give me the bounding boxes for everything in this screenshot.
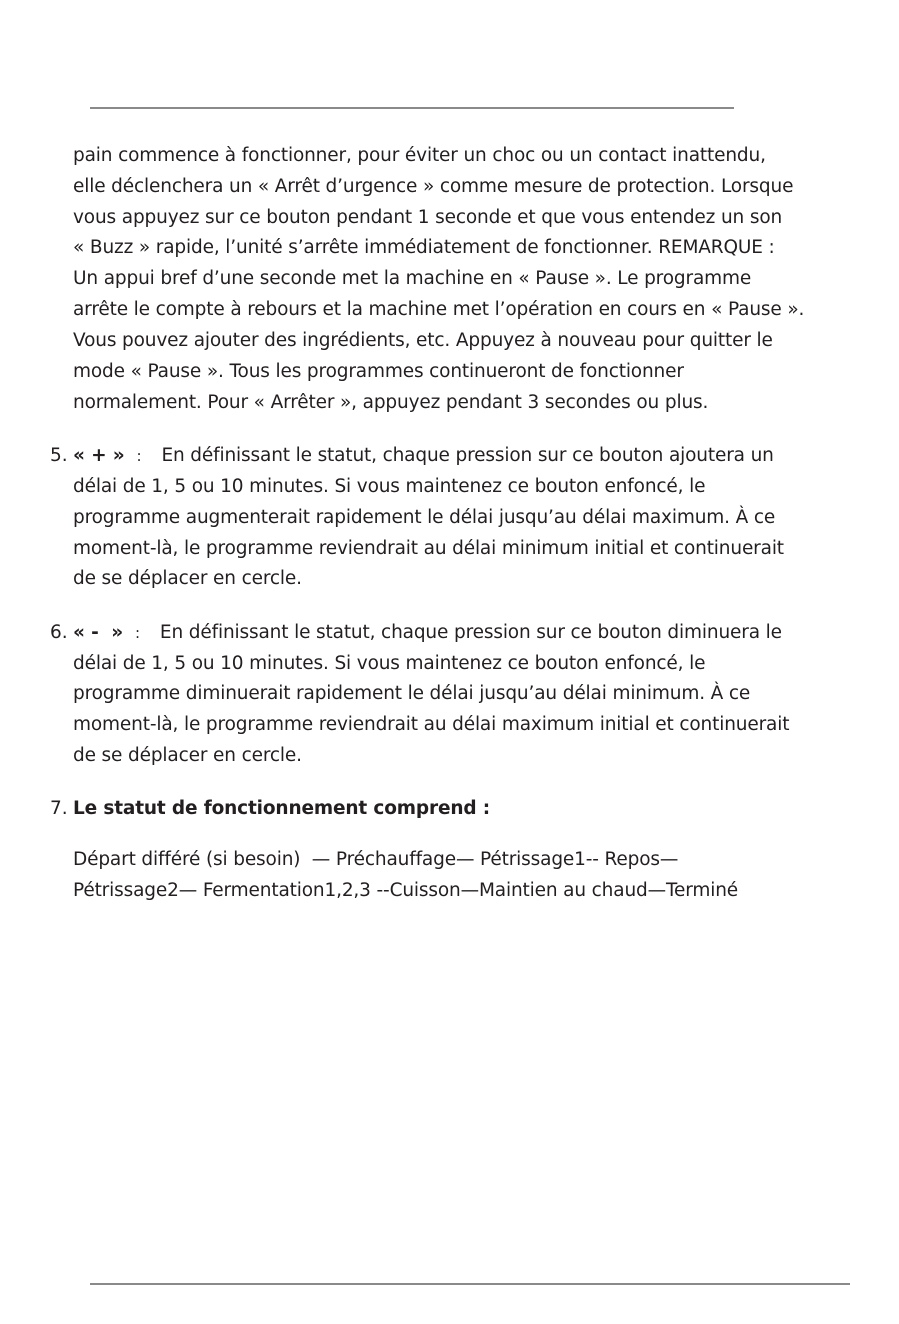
paragraph-line: Départ différé (si besoin) — Préchauffage— Pétrissage1-- Repos— [73,849,679,870]
paragraph-line: « Buzz » rapide, l’unité s’arrête immédiatement de fonctionner. REMARQUE : [73,237,775,258]
footer-divider [90,1283,850,1285]
header-divider [90,107,734,109]
minus-key-label: « - » [73,622,124,643]
paragraph-line: elle déclenchera un « Arrêt d’urgence » comme mesure de protection. Lorsque [73,176,794,197]
paragraph-line: moment-là, le programme reviendrait au délai minimum initial et continuerait [73,538,784,559]
key-colon: : [136,447,142,465]
paragraph-line: de se déplacer en cercle. [73,745,302,766]
paragraph-line: délai de 1, 5 ou 10 minutes. Si vous maintenez ce bouton enfoncé, le [73,476,706,497]
list-number: 5. [50,445,68,466]
paragraph-line: de se déplacer en cercle. [73,568,302,589]
paragraph-line: programme augmenterait rapidement le délai jusqu’au délai maximum. À ce [73,507,776,528]
list-number: 6. [50,622,68,643]
paragraph-line: programme diminuerait rapidement le délai jusqu’au délai minimum. À ce [73,683,751,704]
paragraph-line: délai de 1, 5 ou 10 minutes. Si vous maintenez ce bouton enfoncé, le [73,653,706,674]
paragraph-line: moment-là, le programme reviendrait au délai maximum initial et continuerait [73,714,790,735]
key-colon: : [135,624,140,642]
paragraph-line: normalement. Pour « Arrêter », appuyez pendant 3 secondes ou plus. [73,392,709,413]
paragraph-line: vous appuyez sur ce bouton pendant 1 seconde et que vous entendez un son [73,207,783,228]
paragraph-line: Pétrissage2— Fermentation1,2,3 --Cuisson—Maintien au chaud—Terminé [73,880,738,901]
paragraph-text: En définissant le statut, chaque pression sur ce bouton ajoutera un [161,445,774,466]
list-item-first-line [73,621,782,645]
list-item-first-line [73,444,774,468]
paragraph-line: mode « Pause ». Tous les programmes continueront de fonctionner [73,361,684,382]
paragraph-text: En définissant le statut, chaque pression sur ce bouton diminuera le [159,622,782,643]
paragraph-line: arrête le compte à rebours et la machine met l’opération en cours en « Pause ». [73,299,805,320]
list-number: 7. [50,798,68,819]
plus-key-label: « + » [73,445,125,466]
paragraph-line: Vous pouvez ajouter des ingrédients, etc. Appuyez à nouveau pour quitter le [73,330,773,351]
paragraph-line: pain commence à fonctionner, pour éviter un choc ou un contact inattendu, [73,145,766,166]
section-heading: Le statut de fonctionnement comprend : [73,798,491,819]
paragraph-line: Un appui bref d’une seconde met la machine en « Pause ». Le programme [73,268,752,289]
